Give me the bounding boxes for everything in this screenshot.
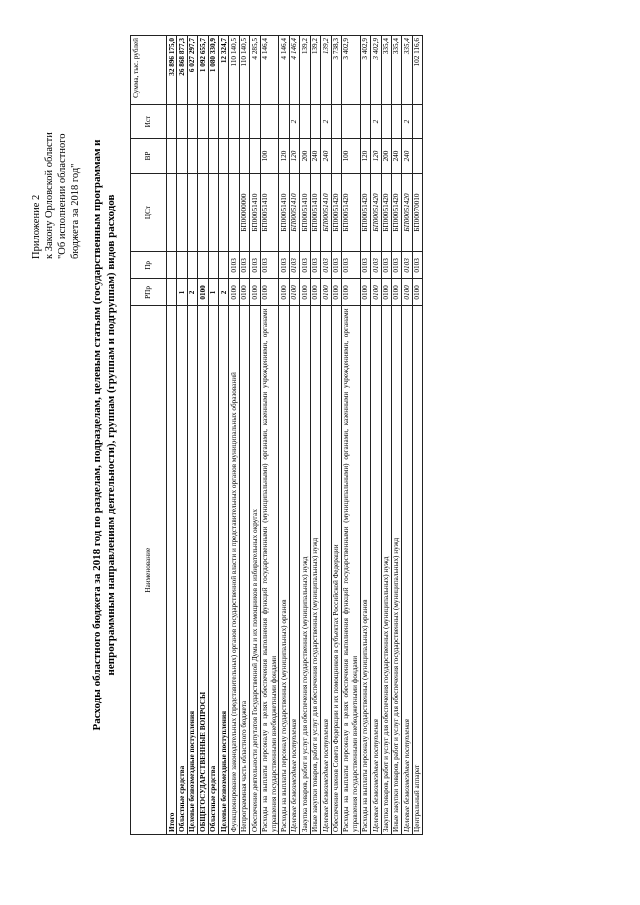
cell-cst xyxy=(187,173,197,252)
cell-name: ОБЩЕГОСУДАРСТВЕННЫЕ ВОПРОСЫ xyxy=(198,306,208,835)
cell-vr xyxy=(167,139,177,173)
cell-rpr: 1 xyxy=(177,279,187,306)
cell-sum: 3 402,9 xyxy=(341,36,360,105)
cell-vr: 240 xyxy=(391,139,401,173)
cell-name: Целевые безвозмездные поступления xyxy=(321,306,331,835)
cell-ist xyxy=(331,104,341,138)
cell-pr: 0103 xyxy=(279,252,289,279)
table-row xyxy=(321,36,331,835)
rotated-document-page xyxy=(30,35,590,835)
cell-name: Расходы на выплаты персоналу в целях обеспечения выполнения функций государственными (муниципальными) органами, казенными учреждениями, органами управления государственными внебюджетными фондами xyxy=(341,306,360,835)
cell-cst: БП00000000 xyxy=(239,173,249,252)
cell-ist: 2 xyxy=(402,104,412,138)
cell-rpr: 0100 xyxy=(260,279,279,306)
cell-cst: БП00051410 xyxy=(289,173,299,252)
cell-vr xyxy=(250,139,260,173)
cell-vr: 240 xyxy=(321,139,331,173)
cell-cst: БП00051410 xyxy=(279,173,289,252)
cell-sum: 6 027 297,7 xyxy=(187,36,197,105)
cell-rpr: 0100 xyxy=(321,279,331,306)
annex-line: к Закону Орловской области xyxy=(44,132,55,259)
cell-name: Целевые безвозмездные поступления xyxy=(289,306,299,835)
cell-name: Обеспечение членов Совета Федерации и их помощников в субъектах Российской Федерации xyxy=(331,306,341,835)
cell-rpr: 0100 xyxy=(229,279,239,306)
annex-line: "Об исполнении областного xyxy=(57,133,68,259)
cell-name: Расходы на выплаты персоналу в целях обеспечения выполнения функций государственными (муниципальными) органами, казенными учреждениями, органами управления государственными внебюджетными фондами xyxy=(260,306,279,835)
annex-line: Приложение 2 xyxy=(31,194,42,259)
cell-vr: 100 xyxy=(260,139,279,173)
cell-pr: 0103 xyxy=(250,252,260,279)
table-row xyxy=(381,36,391,835)
table-row xyxy=(402,36,412,835)
cell-ist xyxy=(412,104,422,138)
cell-cst xyxy=(198,173,208,252)
cell-sum: 32 896 175,0 xyxy=(167,36,177,105)
cell-pr: 0103 xyxy=(402,252,412,279)
table-row xyxy=(198,36,208,835)
cell-rpr: 0100 xyxy=(279,279,289,306)
table-row xyxy=(229,36,239,835)
cell-cst: БП00051420 xyxy=(360,173,370,252)
cell-vr xyxy=(208,139,218,173)
cell-sum: 1 080 330,9 xyxy=(208,36,218,105)
table-row xyxy=(208,36,218,835)
cell-cst: БП00051410 xyxy=(321,173,331,252)
cell-pr xyxy=(219,252,229,279)
cell-sum: 335,4 xyxy=(391,36,401,105)
cell-pr: 0103 xyxy=(371,252,381,279)
table-row xyxy=(310,36,320,835)
cell-cst: БП00051410 xyxy=(250,173,260,252)
table-row xyxy=(279,36,289,835)
cell-pr xyxy=(208,252,218,279)
cell-cst xyxy=(208,173,218,252)
cell-vr xyxy=(239,139,249,173)
table-row xyxy=(250,36,260,835)
cell-vr: 100 xyxy=(341,139,360,173)
cell-pr xyxy=(198,252,208,279)
cell-sum: 3 402,9 xyxy=(371,36,381,105)
table-row xyxy=(219,36,229,835)
cell-sum: 3 402,9 xyxy=(360,36,370,105)
cell-sum: 12 324,7 xyxy=(219,36,229,105)
cell-sum: 4 146,4 xyxy=(279,36,289,105)
cell-pr: 0103 xyxy=(289,252,299,279)
cell-ist xyxy=(360,104,370,138)
cell-sum: 3 738,3 xyxy=(331,36,341,105)
cell-sum: 26 868 877,3 xyxy=(177,36,187,105)
table-row xyxy=(300,36,310,835)
table-row xyxy=(260,36,279,835)
cell-cst: БП00070010 xyxy=(412,173,422,252)
cell-sum: 102 116,6 xyxy=(412,36,422,105)
cell-pr xyxy=(177,252,187,279)
cell-ist xyxy=(208,104,218,138)
header-name: Наименование xyxy=(131,306,167,835)
cell-rpr: 2 xyxy=(187,279,197,306)
cell-vr: 240 xyxy=(310,139,320,173)
cell-pr: 0103 xyxy=(310,252,320,279)
cell-name: Целевые безвозмездные поступления xyxy=(187,306,197,835)
cell-ist xyxy=(198,104,208,138)
cell-vr: 120 xyxy=(279,139,289,173)
table-body xyxy=(167,36,423,835)
cell-ist xyxy=(260,104,279,138)
cell-sum: 139,2 xyxy=(300,36,310,105)
cell-vr: 120 xyxy=(289,139,299,173)
cell-pr: 0103 xyxy=(300,252,310,279)
cell-rpr: 0100 xyxy=(412,279,422,306)
cell-vr: 200 xyxy=(300,139,310,173)
cell-cst xyxy=(167,173,177,252)
cell-ist xyxy=(219,104,229,138)
cell-sum: 1 092 655,7 xyxy=(198,36,208,105)
cell-ist xyxy=(279,104,289,138)
cell-name: Расходы на выплаты персоналу государственных (муниципальных) органов xyxy=(360,306,370,835)
cell-vr xyxy=(331,139,341,173)
header-cst: ЦСт xyxy=(131,173,167,252)
cell-sum: 4 146,4 xyxy=(260,36,279,105)
cell-name: Закупка товаров, работ и услуг для обеспечения государственных (муниципальных) нужд xyxy=(381,306,391,835)
header-vr: ВР xyxy=(131,139,167,173)
cell-pr: 0103 xyxy=(321,252,331,279)
table-header-row xyxy=(131,36,167,835)
cell-vr xyxy=(187,139,197,173)
cell-pr: 0103 xyxy=(360,252,370,279)
cell-rpr: 0100 xyxy=(402,279,412,306)
cell-cst: БП00051420 xyxy=(391,173,401,252)
cell-cst: БП00051420 xyxy=(381,173,391,252)
header-pr: Пр xyxy=(131,252,167,279)
cell-pr: 0103 xyxy=(239,252,249,279)
cell-sum: 110 140,5 xyxy=(239,36,249,105)
cell-sum: 4 285,5 xyxy=(250,36,260,105)
cell-cst: БП00051410 xyxy=(310,173,320,252)
cell-ist xyxy=(381,104,391,138)
cell-name: Расходы на выплаты персоналу государственных (муниципальных) органов xyxy=(279,306,289,835)
cell-cst: БП00051410 xyxy=(260,173,279,252)
header-ist: Ист xyxy=(131,104,167,138)
cell-pr: 0103 xyxy=(229,252,239,279)
cell-sum: 335,4 xyxy=(381,36,391,105)
cell-name: Иные закупки товаров, работ и услуг для обеспечения государственных (муниципальных) нужд xyxy=(310,306,320,835)
annex-block xyxy=(30,49,82,259)
cell-name: Целевые безвозмездные поступления xyxy=(371,306,381,835)
cell-vr: 120 xyxy=(371,139,381,173)
cell-rpr: 1 xyxy=(208,279,218,306)
table-row xyxy=(289,36,299,835)
table-row xyxy=(341,36,360,835)
cell-rpr: 0100 xyxy=(360,279,370,306)
cell-vr: 240 xyxy=(402,139,412,173)
table-row xyxy=(371,36,381,835)
cell-ist xyxy=(310,104,320,138)
cell-name: Непрограммная часть областного бюджета xyxy=(239,306,249,835)
cell-pr xyxy=(187,252,197,279)
cell-vr: 200 xyxy=(381,139,391,173)
annex-line: бюджета за 2018 год" xyxy=(70,163,81,259)
cell-pr: 0103 xyxy=(391,252,401,279)
cell-rpr: 0100 xyxy=(289,279,299,306)
cell-rpr: 0100 xyxy=(371,279,381,306)
cell-rpr: 0100 xyxy=(381,279,391,306)
cell-vr xyxy=(229,139,239,173)
cell-vr xyxy=(198,139,208,173)
cell-ist xyxy=(177,104,187,138)
cell-cst xyxy=(219,173,229,252)
cell-cst: БП00051420 xyxy=(331,173,341,252)
cell-rpr: 0100 xyxy=(341,279,360,306)
table-row xyxy=(167,36,177,835)
cell-ist xyxy=(391,104,401,138)
cell-ist xyxy=(341,104,360,138)
cell-sum: 4 146,4 xyxy=(289,36,299,105)
table-row xyxy=(331,36,341,835)
cell-ist xyxy=(187,104,197,138)
cell-name: Целевые безвозмездные поступления xyxy=(402,306,412,835)
cell-name: Итого xyxy=(167,306,177,835)
cell-rpr: 0100 xyxy=(300,279,310,306)
cell-vr: 120 xyxy=(360,139,370,173)
table-row xyxy=(412,36,422,835)
cell-cst xyxy=(177,173,187,252)
cell-name: Областные средства xyxy=(208,306,218,835)
cell-ist: 2 xyxy=(321,104,331,138)
cell-pr: 0103 xyxy=(341,252,360,279)
title-line: Расходы областного бюджета за 2018 год по разделам, подразделам, целевым статьям (государственным программам и xyxy=(91,139,103,731)
cell-rpr: 0100 xyxy=(331,279,341,306)
cell-ist xyxy=(229,104,239,138)
cell-name: Целевые безвозмездные поступления xyxy=(219,306,229,835)
cell-name: Областные средства xyxy=(177,306,187,835)
table-row xyxy=(239,36,249,835)
cell-pr: 0103 xyxy=(331,252,341,279)
table-row xyxy=(391,36,401,835)
title-line: непрограммным направлениям деятельности), группам (группам и подгруппам) видов расходов xyxy=(105,194,117,676)
cell-name: Закупка товаров, работ и услуг для обеспечения государственных (муниципальных) нужд xyxy=(300,306,310,835)
cell-rpr: 0100 xyxy=(391,279,401,306)
document-title xyxy=(90,55,118,815)
cell-rpr: 0100 xyxy=(198,279,208,306)
cell-vr xyxy=(219,139,229,173)
cell-ist: 2 xyxy=(371,104,381,138)
cell-cst: БП00051420 xyxy=(402,173,412,252)
cell-pr: 0103 xyxy=(260,252,279,279)
cell-pr: 0103 xyxy=(381,252,391,279)
cell-cst: БП00051410 xyxy=(300,173,310,252)
cell-name: Функционирование законодательных (представительных) органов государственной власти и представительных органов муниципальных образований xyxy=(229,306,239,835)
cell-ist xyxy=(239,104,249,138)
table-row xyxy=(177,36,187,835)
cell-ist: 2 xyxy=(289,104,299,138)
cell-rpr: 0100 xyxy=(250,279,260,306)
cell-sum: 139,2 xyxy=(310,36,320,105)
cell-sum: 139,2 xyxy=(321,36,331,105)
cell-name: Обеспечение деятельности депутатов Государственной Думы и их помощников в избирательных округах xyxy=(250,306,260,835)
cell-vr xyxy=(177,139,187,173)
table-row xyxy=(360,36,370,835)
cell-rpr: 2 xyxy=(219,279,229,306)
table-row xyxy=(187,36,197,835)
budget-table xyxy=(130,35,423,835)
cell-pr xyxy=(167,252,177,279)
cell-ist xyxy=(300,104,310,138)
cell-cst: БП00051420 xyxy=(341,173,360,252)
cell-rpr: 0100 xyxy=(310,279,320,306)
cell-pr: 0103 xyxy=(412,252,422,279)
cell-vr xyxy=(412,139,422,173)
cell-name: Центральный аппарат xyxy=(412,306,422,835)
header-sum: Сумма, тыс. рублей xyxy=(131,36,167,105)
cell-rpr: 0100 xyxy=(239,279,249,306)
cell-rpr xyxy=(167,279,177,306)
header-rpr: РПр xyxy=(131,279,167,306)
cell-cst xyxy=(229,173,239,252)
cell-name: Иные закупки товаров, работ и услуг для обеспечения государственных (муниципальных) нужд xyxy=(391,306,401,835)
cell-cst: БП00051420 xyxy=(371,173,381,252)
cell-sum: 335,4 xyxy=(402,36,412,105)
cell-ist xyxy=(250,104,260,138)
cell-sum: 110 140,5 xyxy=(229,36,239,105)
cell-ist xyxy=(167,104,177,138)
